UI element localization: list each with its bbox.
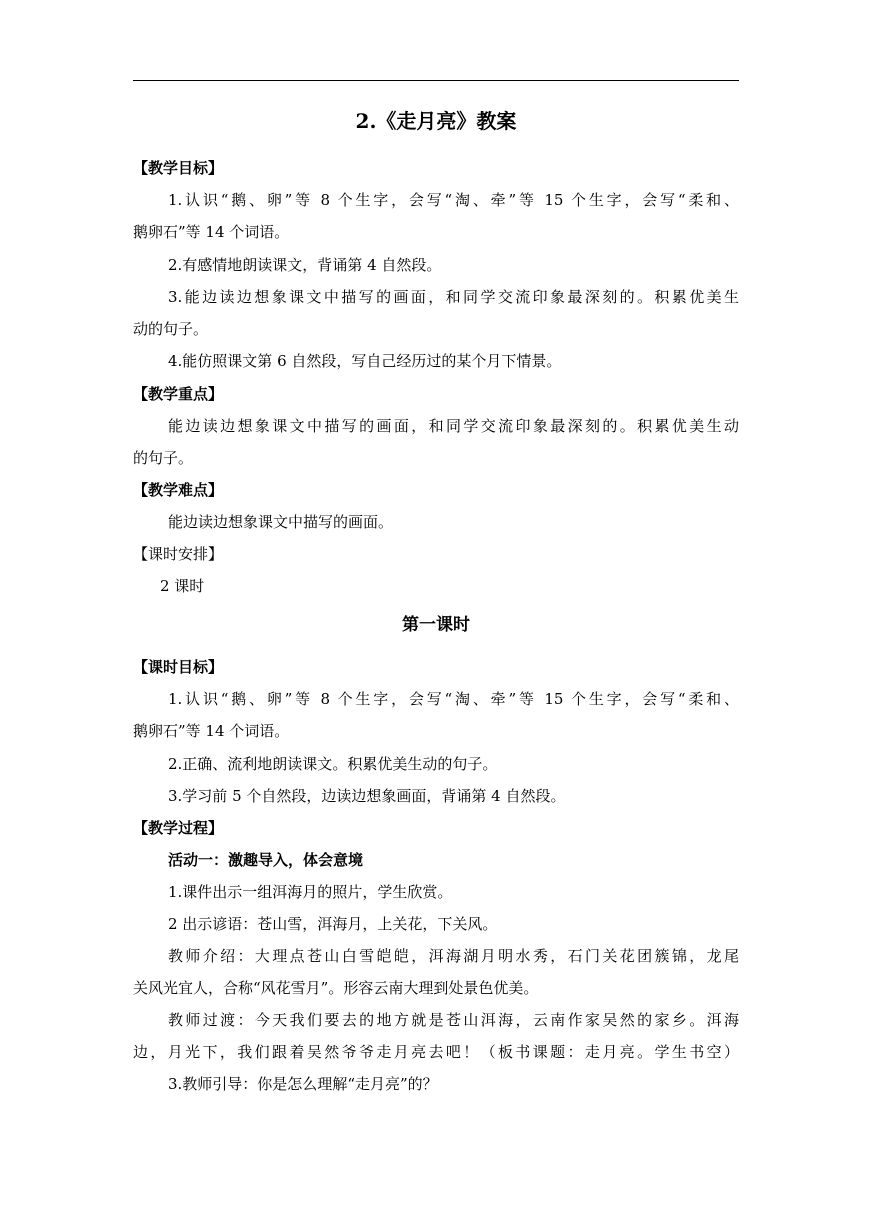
paragraph-line: 1.认识“鹅、卵”等 8 个生字，会写“淘、牵”等 15 个生字，会写“柔和、 (168, 191, 739, 209)
paragraph-line: 3.能边读边想象课文中描写的画面，和同学交流印象最深刻的。积累优美生 (168, 288, 739, 306)
paragraph-line: 3.学习前 5 个自然段，边读边想象画面，背诵第 4 自然段。 (168, 787, 566, 805)
paragraph-line: 1.认识“鹅、卵”等 8 个生字，会写“淘、牵”等 15 个生字，会写“柔和、 (168, 690, 739, 708)
paragraph-line: 动的句子。 (133, 320, 209, 338)
paragraph-line: 教师介绍：大理点苍山白雪皑皑，洱海湖月明水秀，石门关花团簇锦，龙尾 (168, 947, 739, 965)
paragraph-line: 2.正确、流利地朗读课文。积累优美生动的句子。 (168, 755, 498, 773)
section-heading-process: 【教学过程】 (133, 819, 224, 837)
section-heading-lesson-goals: 【课时目标】 (133, 658, 224, 676)
paragraph-line: 2.有感情地朗读课文，背诵第 4 自然段。 (168, 256, 442, 274)
activity-heading: 活动一：激趣导入，体会意境 (168, 851, 364, 869)
paragraph-line: 2 课时 (160, 577, 205, 595)
paragraph-line: 1.课件出示一组洱海月的照片，学生欣赏。 (168, 883, 453, 901)
paragraph-line: 4.能仿照课文第 6 自然段，写自己经历过的某个月下情景。 (168, 352, 562, 370)
paragraph-line: 鹅卵石”等 14 个词语。 (133, 722, 290, 740)
section-heading-key: 【教学重点】 (133, 385, 224, 403)
paragraph-line: 能边读边想象课文中描写的画面。 (168, 513, 394, 531)
paragraph-line: 鹅卵石”等 14 个词语。 (133, 223, 290, 241)
section-heading-difficulty: 【教学难点】 (133, 481, 224, 499)
paragraph-line: 边，月光下，我们跟着吴然爷爷走月亮去吧！（板书课题：走月亮。学生书空） (133, 1043, 739, 1061)
paragraph-line: 3.教师引导：你是怎么理解“走月亮”的？ (168, 1075, 438, 1093)
section-heading-goals: 【教学目标】 (133, 159, 224, 177)
paragraph-line: 教师过渡：今天我们要去的地方就是苍山洱海，云南作家吴然的家乡。洱海 (168, 1011, 739, 1029)
section-heading-schedule: 【课时安排】 (133, 545, 224, 563)
page-title: 2.《走月亮》教案 (355, 109, 517, 133)
paragraph-line: 2 出示谚语：苍山雪，洱海月，上关花，下关风。 (168, 915, 498, 933)
paragraph-line: 能边读边想象课文中描写的画面，和同学交流印象最深刻的。积累优美生动 (168, 417, 739, 435)
header-rule (133, 80, 739, 81)
paragraph-line: 关风光宜人，合称“风花雪月”。形容云南大理到处景色优美。 (133, 979, 539, 997)
paragraph-line: 的句子。 (133, 449, 194, 467)
lesson-title: 第一课时 (402, 615, 470, 635)
